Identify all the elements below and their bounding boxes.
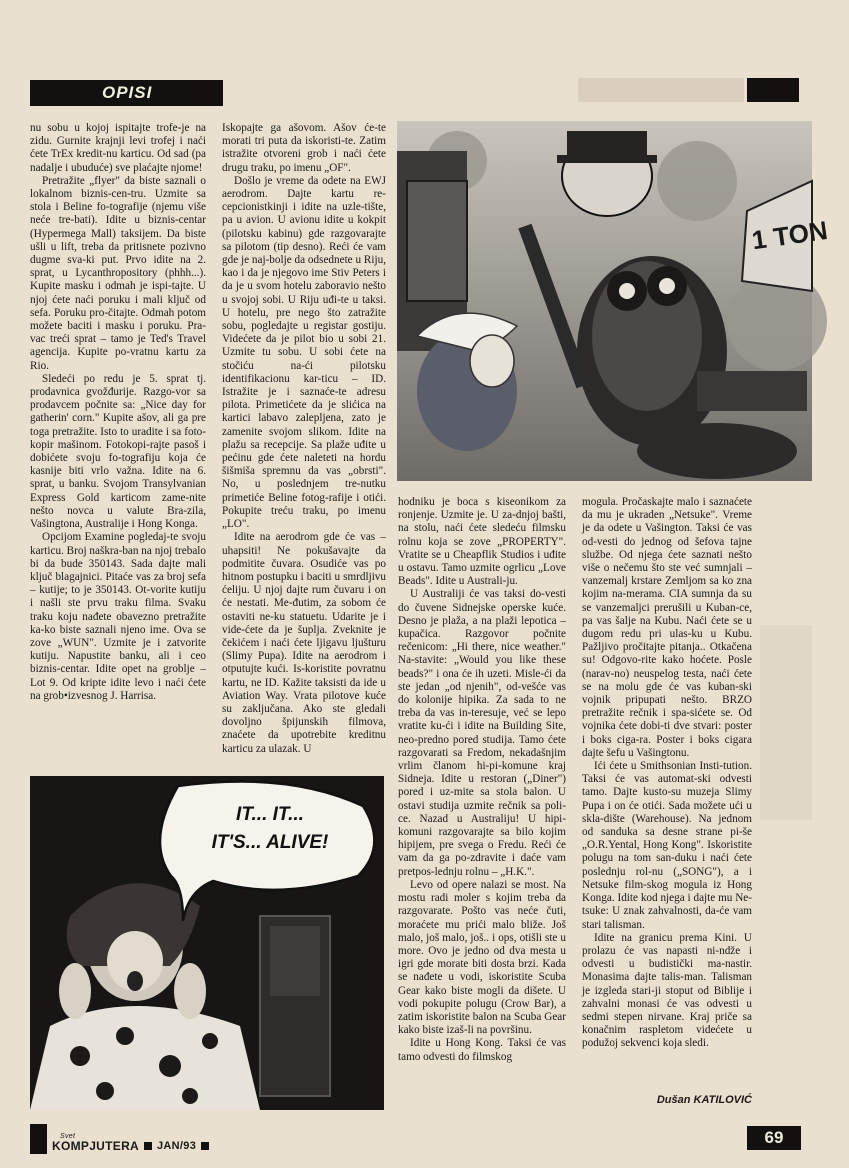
text-column-2	[222, 122, 386, 756]
text-column-4	[582, 496, 752, 1051]
paragraph: U Australiji će vas taksi do-vesti do čuvene Sidnejske operske kuće. Desno je plaža, a na plaži lepotica – kupačica. Razgovor počnite rečenicom: „Hi there, nice weather." Na-stavite: „Would you like these beads?" i ona će ih uzeti. Misle-ći da ste jedan „od njenih", od-vešće vas do kolonije hipika. Za sada to ne treba da vas in-teresuje, već se lepo vratite ku-ći i idite na Building Site, neo-predno pored studija. Tamo ćete razgovarati sa Fredom, nekadašnjim vrlim članom hi-pi-komune kraj Sidneja. Idite u restoran („Diner") pored i uz-mite sa stola balon. U ostavi studija uzmite rečnik sa poli-ce. Nazad u Australiju! U hipi-komuni razgovarajte sa bilo kojim hipijem, pre svega o Fredu. Reći će vam da ga po-zdravite i daće vam pretpos-lednju rolnu – „H.K.".	[398, 588, 566, 878]
paragraph: Došlo je vreme da odete na EWJ aerodrom. Dajte kartu re-cepcionistkinji i idite na uzle-tište, pa u avion. U avionu idite u kokpit (pilotsku kabinu) gde razgovarajte sa pilotom (tip desno). Reći će vam gde je naj-bolje da odsednete u Riju, kao i da je njegovo ime Stiv Peters i da je u svom hotelu zaboravio nešto u svojoj sobi. U Riju uđi-te u taksi. U hotelu, pre nego što zatražite sobu, pogledajte u registar gostiju. Videćete da je pilot bio u sobi 21. Uzmite tu sobu. U sobi ćete na stočiću na-ći pilotsku identifikacionu kar-ticu – ID. Istražite je i saznaće-te adresu pilota. Primetićete da je slićica na kartici labavo zalepljena, zato je zamenite svojom slikom. Idite na plažu sa recepcije. Sa plaže uđite u pećinu gde ćete naleteti na hordu šišmiša spremnu da vas „obrsti". No, u poslednjem tre-nutku primetiće Beline fotog-rafije i otići. Pokupite treću traku, po imenu „LO".	[222, 174, 386, 531]
comic-illustration-bottom	[30, 776, 384, 1110]
paragraph: mogula. Pročaskajte malo i saznaćete da mu je ukraden „Netsuke". Vreme je da odete u Vašington. Taksi će vas od-vesti do jednog od šefova tajne službe. Od njega ćete saznati nešto više o nečemu što ste već sumnjali – vanzemalj krstare Zemljom sa ko zna kojim na-merama. CIA sumnja da su se vanzemaljci prerušili u Kuban-ce, pa vas šalje na Kubu. Naći ćete se u dugom redu pri ulas-ku u Kubu. Pažljivo pročitajte pitanja.. Otkačena su! Odgovo-rite kako hoćete. Posle (narav-no) neuspelog testa, naći ćete se na molu gde će vas kuban-ski vojnik pripupati nešto. BRZO pretražite rečnik i spa-sićete se. Od vojnika ćete dobi-ti dve stvari: poster i boks ciga-ra. Poster i boks cigara dajte šefu u Vašingtonu.	[582, 496, 752, 759]
footer-issue: JAN/93	[157, 1140, 197, 1152]
sign-text: 1 TON	[749, 214, 830, 256]
page-number: 69	[747, 1126, 801, 1150]
author-signature: Dušan KATILOVIĆ	[656, 1094, 752, 1106]
speech-line-1: IT... IT...	[236, 804, 304, 825]
paragraph: Idite u Hong Kong. Taksi će vas tamo odvesti do filmskog	[398, 1037, 566, 1063]
speech-line-2: IT'S... ALIVE!	[211, 832, 329, 853]
paragraph: hodniku je boca s kiseonikom za ronjenje. Uzmite je. U za-dnjoj bašti, na stolu, naći ćete sledeću filmsku rolnu koja se zove „PROPERTY". Vratite se u Cheapflik Studios i uđite u ostavu. Tamo uzmite ogrlicu „Love Beads". Idite u Australi-ju.	[398, 496, 566, 588]
text-column-1	[30, 122, 206, 703]
cartoon-scene-icon	[397, 121, 830, 481]
paragraph: Iskopajte ga ašovom. Ašov će-te morati tri puta da iskoristi-te. Zatim istražite otvoreni grob i naći ćete drugu traku, po imenu „OF".	[222, 122, 386, 174]
footer-separator-square	[144, 1142, 152, 1150]
paragraph: Levo od opere nalazi se most. Na mostu radi moler s kojim treba da razgovarate. Pošto vas neće čuti, moraćete mu prići malo bliže. Još malo, još malo, još.. i ops, otišli ste u more. Ovo je jedno od dva mesta u igri gde morate biti dosta brzi. Kada se nađete u vodi, iskoristite Scuba Gear kako biste mogli da dišete. U vodi pokupite polugu (Crow Bar), a zatim iskoristite balon na Scuba Gear kako biste izaš-li na površinu.	[398, 878, 566, 1037]
paragraph: Idite na granicu prema Kini. U prolazu će vas napasti ni-ndže i odvesti u budistički ma-nastir. Monasima dajte talis-man. Talisman je izgleda stari-ji stoput od Biblije i zahvalni monasi će vas odvesti u sedmi stepen nirvane. Kraj priče sa konačnim raspletom videćete u podužoj sekvenci koja sledi.	[582, 931, 752, 1050]
paragraph: Opcijom Examine pogledaj-te svoju karticu. Broj naškra-ban na njoj trebalo bi da bude 350143. Sada dajte mali ključ blagajnici. Pitaće vas za broj sefa – kutije; to je 350143. Ot-vorite kutiju i našli ste prvu traku filma. Svaku traku koju nađete obavezno pretražite ka-ko biste saznali njeno ime. Ova se zove „WUN". Uzmite je i zatvorite kutiju. Napustite banku, ali i ceo biznis-centar. Idite opet na groblje – Lot 9. Od kripte idite levo i naći ćete na grob•izvesnog J. Harrisa.	[30, 531, 206, 702]
paragraph: Pretražite „flyer" da biste saznali o lokalnom biznis-cen-tru. Uzmite sa stola i Beline fo-tografije (njemu više neće tre-bati). Idite u biznis-centar (Hypermega Mall) taksijem. Da biste ušli u lift, treba da pritisnete pozivno dugme sva-ki put. Prvo idite na 2. sprat, u Lycanthropository (phhh...). Kupite masku i odmah je ispi-tajte. U njoj ćete naći poruku i mali ključ od sefa. Poruku pro-čitajte. Odmah potom možete baciti i masku i poruku. Pra-vac treći sprat – tamo je Ted's Travel agencija. Kupite po-vratnu kartu za Rio.	[30, 174, 206, 372]
paragraph: Sledeći po redu je 5. sprat tj. prodavnica gvožđurije. Razgo-vor sa prodavcem počnite sa: „Nice day for gatherin' corn." Kupite ašov, ali ga pre toga pretražite. Isto to uradite i sa foto-kopir mašinom. Fotokopi-rajte pasoš i dobićete svoju fo-tografiju koja će kasnije biti vrlo važna. Idite na 6. sprat, u banku. Svojom Transylvanian Express Gold karticom zame-nite nešto novca u valute Bra-zila, Vašingtona, Australije i Hong Konga.	[30, 372, 206, 531]
footer-separator-square	[201, 1142, 209, 1150]
paragraph: nu sobu u kojoj ispitajte trofe-je na zidu. Gurnite krajnji levi trofej i naći ćete TrEx kredit-nu karticu. Od sad (pa nadalje i ubuduće) sve plaćajte njome!	[30, 122, 206, 174]
game-illustration-top	[397, 121, 830, 481]
header-tab	[747, 78, 799, 102]
paragraph: Idite na aerodrom gde će vas – uhapsiti! Ne pokušavajte da podmitite čuvara. Osudiće vas po hitnom postupku i baciti u smrdljivu ćeliju. U njoj dajte rum čuvaru i on će nestati. Me-đutim, za sobom će ostaviti ne-ku statuetu. Udarite je i vide-ćete da je šuplja. Zveknite je čekićem i naći ćete ljigavu ljušturu (Slimy Pupa). Idite na aerodrom i otputujte kući. Is-koristite povratnu kartu, ne ID. Kažite taksisti da ide u Aviation Way. Vrata pilotove kuće su zaključana. Ako ste gledali dovoljno špijunskih filmova, znaćete da upotrebite kreditnu karticu za ulazak. U	[222, 531, 386, 755]
faded-header-bar	[578, 78, 744, 102]
footer-square	[30, 1124, 47, 1154]
footer-masthead	[52, 1133, 209, 1154]
comic-scene-icon	[30, 776, 384, 1110]
text-column-3	[398, 496, 566, 1064]
footer-magazine-name: KOMPJUTERA	[52, 1139, 140, 1153]
section-header-opisi: OPISI	[30, 80, 223, 106]
footer-supertitle: Svet	[60, 1133, 76, 1140]
margin-tint	[760, 625, 812, 820]
paragraph: Ići ćete u Smithsonian Insti-tution. Taksi će vas automat-ski odvesti tamo. Dajte kusto-su muzeja Slimy Pupa i on će otići. Sada možete ući u skla-dište (Warehouse). Na jednom od sanduka sa desne strane pi-še „O.R.Yental, Hong Kong". Iskoristite polugu na tom san-duku i naći ćete poslednju rol-nu („SONG"), a i Netsuke film-skog mogula iz Hong Konga. Idite kod njega i dajte mu Ne-tsuke: U znak zahvalnosti, da-će vam stari talisman.	[582, 760, 752, 931]
